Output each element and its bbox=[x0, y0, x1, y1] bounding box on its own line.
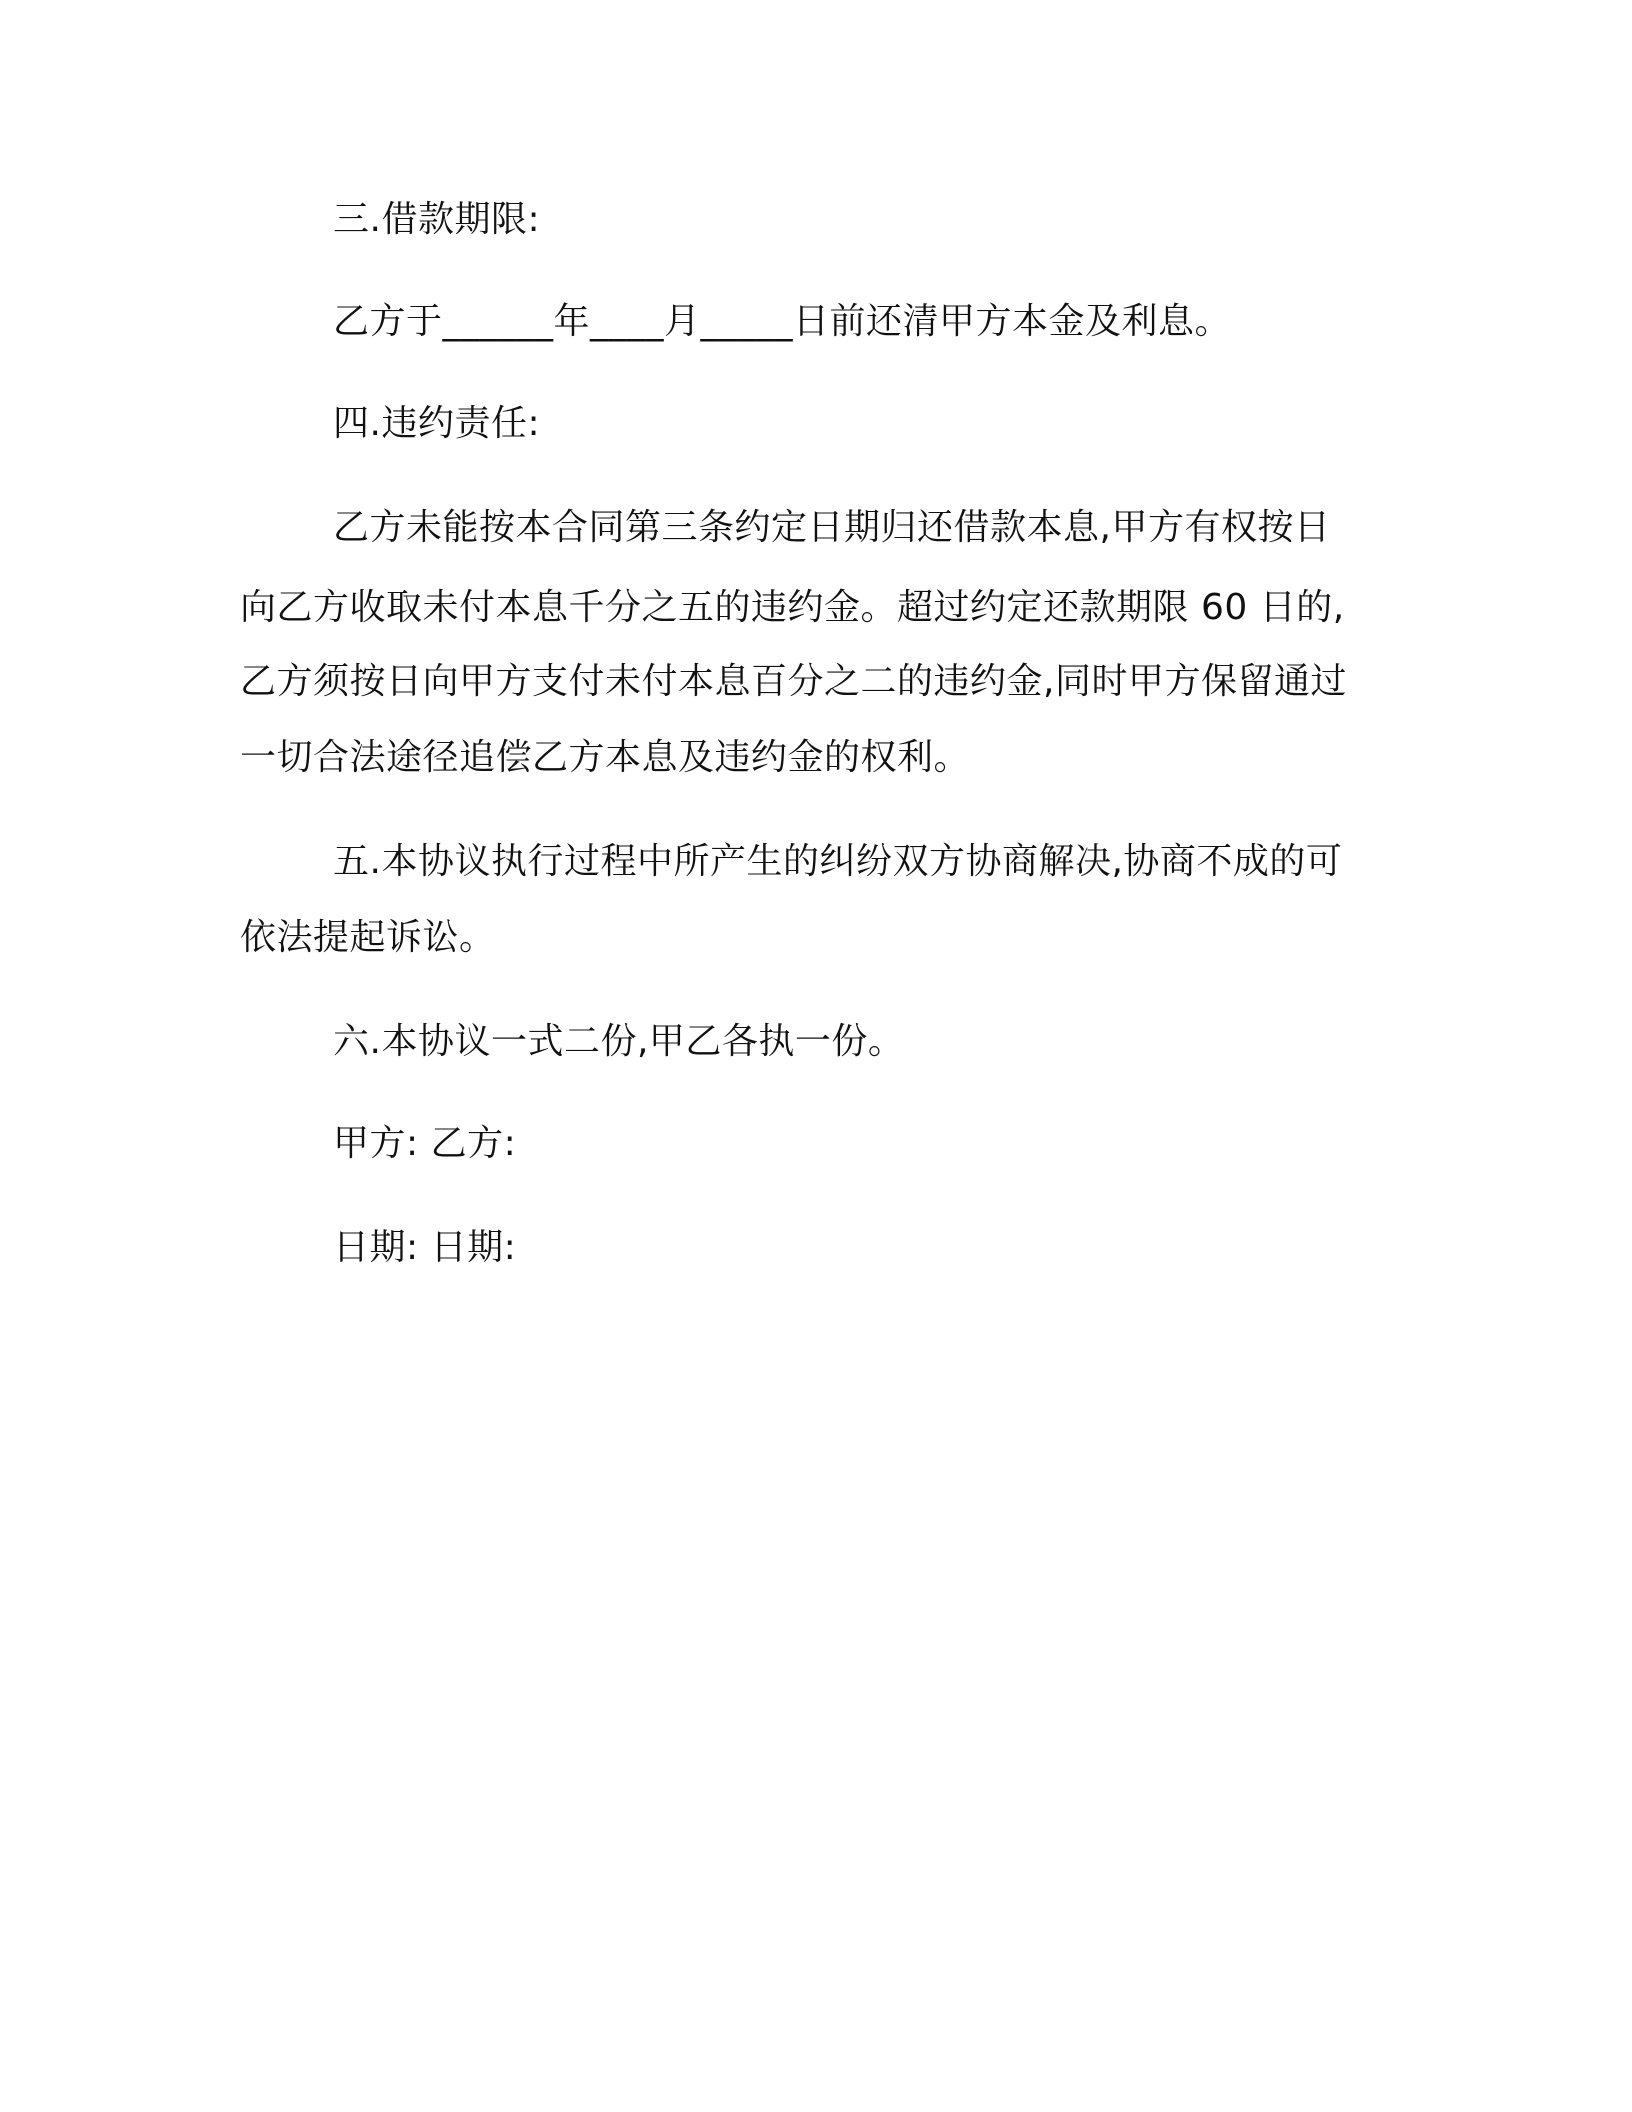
section-5-line-2: 依法提起诉讼。 bbox=[240, 917, 496, 958]
signature-parties: 甲方: 乙方: bbox=[333, 1123, 517, 1164]
signature-dates: 日期: 日期: bbox=[333, 1227, 517, 1268]
section-4-line-1: 乙方未能按本合同第三条约定日期归还借款本息,甲方有权按日 bbox=[333, 507, 1331, 548]
section-4-heading: 四.违约责任: bbox=[333, 403, 541, 444]
section-4-line-2: 向乙方收取未付本息千分之五的违约金。超过约定还款期限 60 日的, bbox=[240, 587, 1345, 628]
section-5-line-1: 五.本协议执行过程中所产生的纠纷双方协商解决,协商不成的可 bbox=[333, 841, 1343, 882]
section-3-text: 乙方于______年____月_____日前还清甲方本金及利息。 bbox=[333, 301, 1232, 342]
section-4-line-3: 乙方须按日向甲方支付未付本息百分之二的违约金,同时甲方保留通过 bbox=[240, 661, 1347, 702]
section-3-heading: 三.借款期限: bbox=[333, 199, 541, 240]
section-6-text: 六.本协议一式二份,甲乙各执一份。 bbox=[333, 1021, 905, 1062]
section-4-line-4: 一切合法途径追偿乙方本息及违约金的权利。 bbox=[240, 737, 971, 778]
